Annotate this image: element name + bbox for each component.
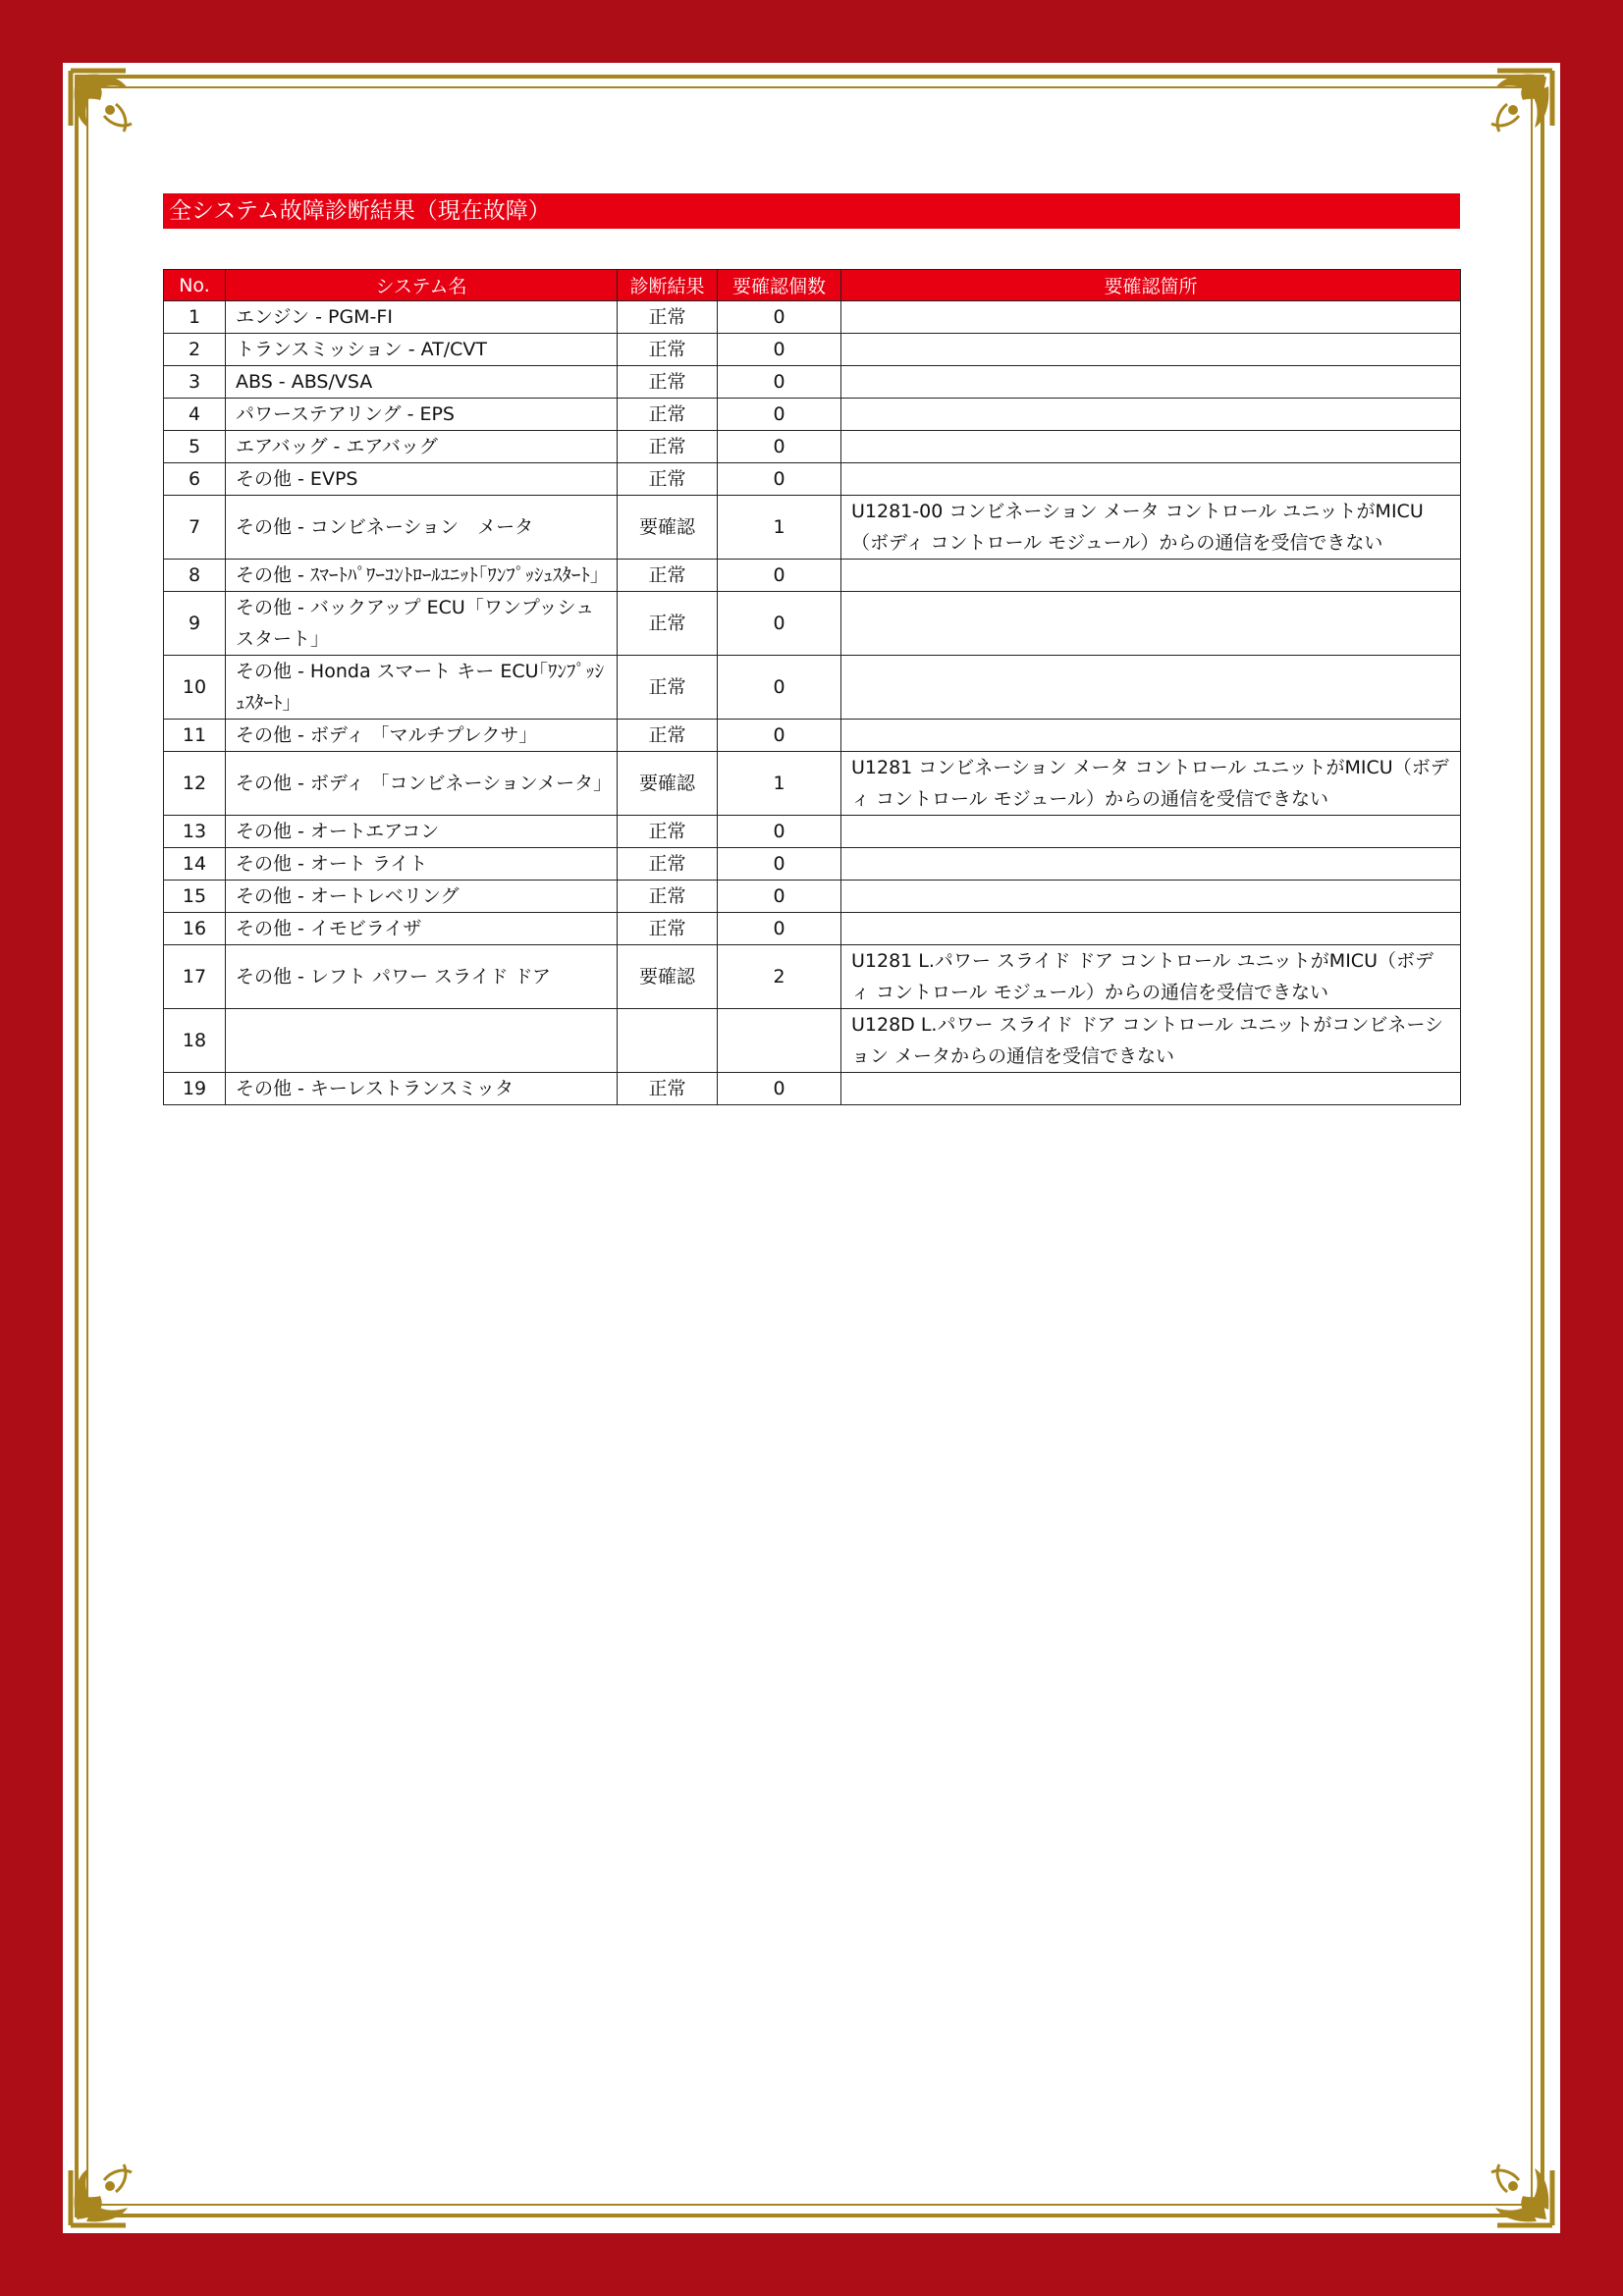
row-system: その他 - イモビライザ (226, 913, 618, 945)
row-result: 正常 (618, 656, 718, 720)
row-no: 16 (164, 913, 226, 945)
row-count: 0 (718, 463, 841, 496)
row-no: 3 (164, 366, 226, 399)
row-result: 正常 (618, 816, 718, 848)
diagnosis-table (163, 269, 1461, 1105)
row-count: 0 (718, 848, 841, 881)
table-row (164, 752, 1461, 816)
row-count: 0 (718, 399, 841, 431)
table-row (164, 720, 1461, 752)
row-count: 0 (718, 1073, 841, 1105)
row-detail: U1281-00 コンビネーション メータ コントロール ユニットがMICU（ボディ コントロール モジュール）からの通信を受信できない (841, 496, 1461, 560)
row-detail (841, 366, 1461, 399)
row-no: 7 (164, 496, 226, 560)
row-result: 正常 (618, 881, 718, 913)
row-result: 正常 (618, 301, 718, 334)
row-system: その他 - バックアップ ECU「ワンプッシュスタート」 (226, 592, 618, 656)
row-detail (841, 816, 1461, 848)
table-row (164, 848, 1461, 881)
row-system: ABS - ABS/VSA (226, 366, 618, 399)
row-count: 2 (718, 945, 841, 1009)
row-result: 正常 (618, 463, 718, 496)
row-count: 0 (718, 656, 841, 720)
table-row (164, 399, 1461, 431)
row-result: 正常 (618, 399, 718, 431)
row-result: 正常 (618, 334, 718, 366)
table-row (164, 913, 1461, 945)
row-no: 13 (164, 816, 226, 848)
row-no: 1 (164, 301, 226, 334)
row-result: 要確認 (618, 945, 718, 1009)
corner-ornament-icon (1468, 2141, 1556, 2229)
row-no: 2 (164, 334, 226, 366)
section-title: 全システム故障診断結果（現在故障） (163, 193, 1460, 229)
corner-ornament-icon (1468, 67, 1556, 155)
header-detail: 要確認箇所 (841, 270, 1461, 301)
row-count: 1 (718, 752, 841, 816)
header-count: 要確認個数 (718, 270, 841, 301)
row-system: その他 - レフト パワー スライド ドア (226, 945, 618, 1009)
table-row (164, 945, 1461, 1009)
row-count: 0 (718, 881, 841, 913)
row-no: 4 (164, 399, 226, 431)
row-count: 0 (718, 366, 841, 399)
table-row (164, 431, 1461, 463)
table-row (164, 463, 1461, 496)
row-detail (841, 592, 1461, 656)
row-count: 0 (718, 431, 841, 463)
table-row (164, 816, 1461, 848)
row-system: その他 - ボディ 「マルチプレクサ」 (226, 720, 618, 752)
row-detail (841, 399, 1461, 431)
row-result: 正常 (618, 848, 718, 881)
row-detail (841, 301, 1461, 334)
row-result: 正常 (618, 366, 718, 399)
row-detail (841, 881, 1461, 913)
row-no: 5 (164, 431, 226, 463)
corner-ornament-icon (67, 2141, 155, 2229)
row-result: 正常 (618, 1073, 718, 1105)
row-detail (841, 848, 1461, 881)
row-system: その他 - オート ライト (226, 848, 618, 881)
row-no: 18 (164, 1009, 226, 1073)
row-count: 0 (718, 560, 841, 592)
row-no: 19 (164, 1073, 226, 1105)
row-detail: U1281 コンビネーション メータ コントロール ユニットがMICU（ボディ コントロール モジュール）からの通信を受信できない (841, 752, 1461, 816)
row-detail (841, 656, 1461, 720)
row-system: エンジン - PGM-FI (226, 301, 618, 334)
row-detail (841, 334, 1461, 366)
table-row (164, 1073, 1461, 1105)
row-system: その他 - コンビネーション メータ (226, 496, 618, 560)
table-header-row (164, 270, 1461, 301)
row-system: エアバッグ - エアバッグ (226, 431, 618, 463)
table-row (164, 1009, 1461, 1073)
row-detail: U1281 L.パワー スライド ドア コントロール ユニットがMICU（ボディ コントロール モジュール）からの通信を受信できない (841, 945, 1461, 1009)
row-detail (841, 463, 1461, 496)
table-row (164, 334, 1461, 366)
table-row (164, 366, 1461, 399)
row-detail (841, 431, 1461, 463)
corner-ornament-icon (67, 67, 155, 155)
row-detail: U128D L.パワー スライド ドア コントロール ユニットがコンビネーション メータからの通信を受信できない (841, 1009, 1461, 1073)
row-result: 正常 (618, 720, 718, 752)
row-count (718, 1009, 841, 1073)
row-result: 正常 (618, 560, 718, 592)
header-no: No. (164, 270, 226, 301)
row-system: その他 - ｽﾏｰﾄﾊﾟﾜｰｺﾝﾄﾛｰﾙﾕﾆｯﾄ｢ﾜﾝﾌﾟｯｼｭｽﾀｰﾄ｣ (226, 560, 618, 592)
row-no: 10 (164, 656, 226, 720)
row-system: その他 - キーレストランスミッタ (226, 1073, 618, 1105)
row-detail (841, 913, 1461, 945)
row-count: 0 (718, 720, 841, 752)
header-result: 診断結果 (618, 270, 718, 301)
row-count: 1 (718, 496, 841, 560)
row-no: 12 (164, 752, 226, 816)
row-detail (841, 1073, 1461, 1105)
row-no: 15 (164, 881, 226, 913)
row-result: 正常 (618, 431, 718, 463)
row-system: トランスミッション - AT/CVT (226, 334, 618, 366)
row-count: 0 (718, 913, 841, 945)
row-result: 要確認 (618, 496, 718, 560)
row-system: その他 - オートエアコン (226, 816, 618, 848)
row-no: 9 (164, 592, 226, 656)
row-result: 正常 (618, 913, 718, 945)
table-row (164, 496, 1461, 560)
row-system: その他 - Honda スマート キー ECU｢ﾜﾝﾌﾟｯｼｭｽﾀｰﾄ｣ (226, 656, 618, 720)
row-system (226, 1009, 618, 1073)
row-result: 要確認 (618, 752, 718, 816)
row-no: 14 (164, 848, 226, 881)
row-count: 0 (718, 816, 841, 848)
row-no: 11 (164, 720, 226, 752)
table-row (164, 301, 1461, 334)
row-system: その他 - EVPS (226, 463, 618, 496)
table-row (164, 560, 1461, 592)
table-row (164, 656, 1461, 720)
row-result: 正常 (618, 592, 718, 656)
row-system: その他 - オートレベリング (226, 881, 618, 913)
row-no: 17 (164, 945, 226, 1009)
row-system: その他 - ボディ 「コンビネーションメータ」 (226, 752, 618, 816)
table-row (164, 881, 1461, 913)
row-no: 6 (164, 463, 226, 496)
table-row (164, 592, 1461, 656)
row-count: 0 (718, 334, 841, 366)
row-detail (841, 720, 1461, 752)
row-system: パワーステアリング - EPS (226, 399, 618, 431)
header-system-name: システム名 (226, 270, 618, 301)
row-count: 0 (718, 592, 841, 656)
row-no: 8 (164, 560, 226, 592)
row-count: 0 (718, 301, 841, 334)
row-result (618, 1009, 718, 1073)
row-detail (841, 560, 1461, 592)
